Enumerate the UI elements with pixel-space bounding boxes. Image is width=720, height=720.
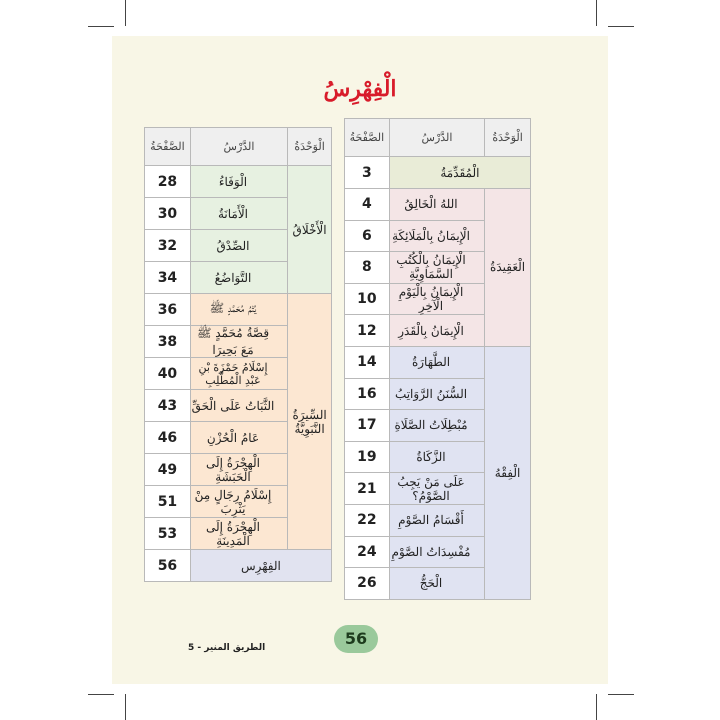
- page-number-cell: 3: [345, 157, 390, 189]
- toc-table-left: [144, 127, 332, 582]
- header-unit: الْوَحْدَةُ: [485, 119, 531, 157]
- lesson-cell: الزَّكَاةُ: [389, 441, 484, 473]
- lesson-cell: الْوَفَاءُ: [190, 166, 287, 198]
- lesson-cell: الْإِيمَانُ بِالْكُتُبِ السَّمَاوِيَّةِ: [389, 252, 484, 284]
- table-row: [345, 346, 531, 378]
- lesson-cell: الْأَمَانَةُ: [190, 198, 287, 230]
- lesson-cell: الْحَجُّ: [389, 568, 484, 600]
- intro-lesson: الْمُقَدِّمَةُ: [389, 157, 530, 189]
- page-number-cell: 10: [345, 283, 390, 315]
- lesson-cell: الْإِيمَانُ بِالْمَلَائِكَةِ: [389, 220, 484, 252]
- lesson-cell: مُفْسِدَاتُ الصَّوْمِ: [389, 536, 484, 568]
- page-number-badge: 56: [334, 625, 378, 653]
- lesson-cell: الْهِجْرَةُ إِلَى الْمَدِينَةِ: [190, 518, 287, 550]
- lesson-cell: عَامُ الْحُزْنِ: [190, 422, 287, 454]
- page-number-cell: 6: [345, 220, 390, 252]
- page-number-cell: 28: [145, 166, 191, 198]
- toc-table-right: [344, 118, 531, 600]
- page-number-cell: 49: [145, 454, 191, 486]
- page-number-cell: 30: [145, 198, 191, 230]
- unit-fiqh: الْفِقْهُ: [485, 346, 531, 599]
- page-number-cell: 16: [345, 378, 390, 410]
- page-number-cell: 51: [145, 486, 191, 518]
- lesson-cell: الْإِيمَانُ بِالْيَوْمِ الْآخِرِ: [389, 283, 484, 315]
- page-number-cell: 26: [345, 568, 390, 600]
- lesson-cell: اللهُ الْخَالِقُ: [389, 189, 484, 221]
- page-number-cell: 32: [145, 230, 191, 262]
- table-row: [345, 157, 531, 189]
- crop-mark: [125, 0, 126, 26]
- lesson-cell: الْهِجْرَةُ إِلَى الْحَبَشَةِ: [190, 454, 287, 486]
- lesson-cell: عَلَى مَنْ يَجِبُ الصَّوْمُ؟: [389, 473, 484, 505]
- lesson-cell: الصِّدْقُ: [190, 230, 287, 262]
- lesson-cell: إِسْلَامُ رِجَالٍ مِنْ يَثْرِبَ: [190, 486, 287, 518]
- table-row: [145, 294, 332, 326]
- page-number-cell: 34: [145, 262, 191, 294]
- header-unit: الْوَحْدَةُ: [288, 128, 332, 166]
- page-number-cell: 4: [345, 189, 390, 221]
- page-number-cell: 53: [145, 518, 191, 550]
- lesson-cell: الطَّهَارَةُ: [389, 346, 484, 378]
- page-number-cell: 24: [345, 536, 390, 568]
- header-page: الصَّفْحَةُ: [345, 119, 390, 157]
- lesson-cell: الثَّبَاتُ عَلَى الْحَقِّ: [190, 390, 287, 422]
- lesson-cell: السُّنَنُ الرَّوَاتِبُ: [389, 378, 484, 410]
- unit-sira: السِّيرَةُ النَّبَوِيَّةُ: [288, 294, 332, 550]
- lesson-cell: أَقْسَامُ الصَّوْمِ: [389, 504, 484, 536]
- lesson-cell: قِصَّةُ مُحَمَّدٍ ﷺ مَعَ بَحِيرَا: [190, 326, 287, 358]
- page-number-cell: 21: [345, 473, 390, 505]
- crop-mark: [125, 694, 126, 720]
- table-row: [145, 550, 332, 582]
- page-number-cell: 8: [345, 252, 390, 284]
- page-number-cell: 56: [145, 550, 191, 582]
- crop-mark: [88, 694, 114, 695]
- page-number-cell: 46: [145, 422, 191, 454]
- crop-mark: [596, 694, 597, 720]
- page-number-cell: 43: [145, 390, 191, 422]
- crop-mark: [608, 26, 634, 27]
- page-number-cell: 12: [345, 315, 390, 347]
- header-page: الصَّفْحَةُ: [145, 128, 191, 166]
- crop-mark: [608, 694, 634, 695]
- unit-aqeeda: الْعَقِيدَةُ: [485, 189, 531, 347]
- page-number-cell: 36: [145, 294, 191, 326]
- page-number-cell: 38: [145, 326, 191, 358]
- unit-akhlaq: الْأَخْلَاقُ: [288, 166, 332, 294]
- table-row: [345, 189, 531, 221]
- lesson-cell: الْإِيمَانُ بِالْقَدَرِ: [389, 315, 484, 347]
- header-lesson: الدَّرْسُ: [389, 119, 484, 157]
- header-lesson: الدَّرْسُ: [190, 128, 287, 166]
- lesson-cell: مُبْطِلَاتُ الصَّلَاةِ: [389, 410, 484, 442]
- page-number-cell: 22: [345, 504, 390, 536]
- crop-mark: [596, 0, 597, 26]
- crop-mark: [88, 26, 114, 27]
- footer-book-title: الطريق المنير - 5: [188, 643, 266, 653]
- header-row: [145, 128, 332, 166]
- index-lesson: الفِهْرِس: [190, 550, 331, 582]
- lesson-cell: يُتْمُ مُحَمَّدٍ ﷺ: [190, 294, 287, 326]
- page-number-cell: 40: [145, 358, 191, 390]
- lesson-cell: التَّوَاضُعُ: [190, 262, 287, 294]
- page-number-cell: 17: [345, 410, 390, 442]
- table-row: [145, 166, 332, 198]
- header-row: [345, 119, 531, 157]
- page-title: الْفِهْرِسُ: [323, 76, 397, 102]
- page-number-cell: 19: [345, 441, 390, 473]
- lesson-cell: إِسْلَامُ حَمْزَةَ بْنِ عَبْدِ الْمُطَّلِبِ: [190, 358, 287, 390]
- page-number-cell: 14: [345, 346, 390, 378]
